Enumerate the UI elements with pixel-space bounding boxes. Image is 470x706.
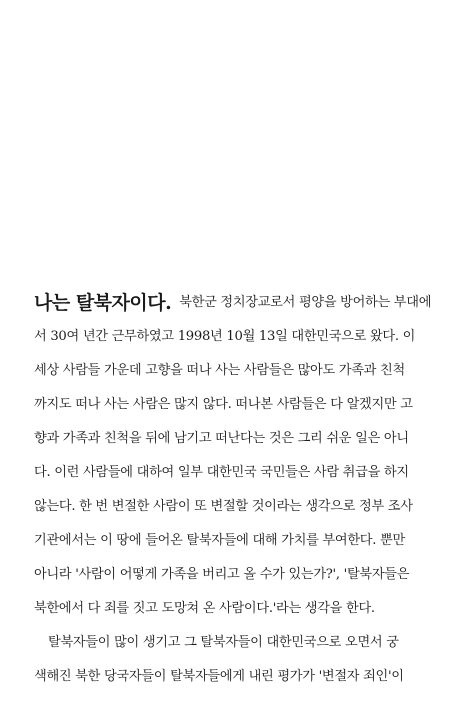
line-text: 다. 이런 사람들에 대하여 일부 대한민국 국민들은 사람 취급을 하지: [34, 465, 409, 480]
text-line: [34, 626, 436, 660]
text-line: [34, 422, 436, 456]
line-text: 북한군 정치장교로서 평양을 방어하는 부대에: [179, 295, 432, 310]
body-text: [34, 286, 436, 694]
text-line: [34, 660, 436, 694]
line-text: 색해진 북한 당국자들이 탈북자들에게 내린 평가가 '변절자 죄인'이: [34, 669, 404, 684]
text-line: [34, 456, 436, 490]
text-line: [34, 490, 436, 524]
text-line: [34, 354, 436, 388]
line-text: 세상 사람들 가운데 고향을 떠나 사는 사람들은 많아도 가족과 친척: [34, 363, 405, 378]
line-text: 않는다. 한 번 변절한 사람이 또 변절할 것이라는 생각으로 정부 조사: [34, 499, 413, 514]
text-line: [34, 524, 436, 558]
line-text: 까지도 떠나 사는 사람은 많지 않다. 떠나본 사람들은 다 알겠지만 고: [34, 397, 413, 412]
text-line: [34, 286, 436, 320]
line-text: 향과 가족과 친척을 뒤에 남기고 떠난다는 것은 그리 쉬운 일은 아니: [34, 431, 409, 446]
lead-phrase: 나는 탈북자이다.: [34, 292, 172, 314]
line-text: 탈북자들이 많이 생기고 그 탈북자들이 대한민국으로 오면서 궁: [48, 635, 399, 650]
text-line: [34, 592, 436, 626]
line-text: 아니라 '사람이 어떻게 가족을 버리고 올 수가 있는가?', '탈북자들은: [34, 567, 410, 582]
line-text: 북한에서 다 죄를 짓고 도망쳐 온 사람이다.'라는 생각을 한다.: [34, 601, 375, 616]
line-text: 기관에서는 이 땅에 들어온 탈북자들에 대해 가치를 부여한다. 뿐만: [34, 533, 405, 548]
text-line: [34, 388, 436, 422]
line-text: 서 30여 년간 근무하였고 1998년 10월 13일 대한민국으로 왔다. 이: [34, 329, 416, 344]
text-line: [34, 320, 436, 354]
text-line: [34, 558, 436, 592]
